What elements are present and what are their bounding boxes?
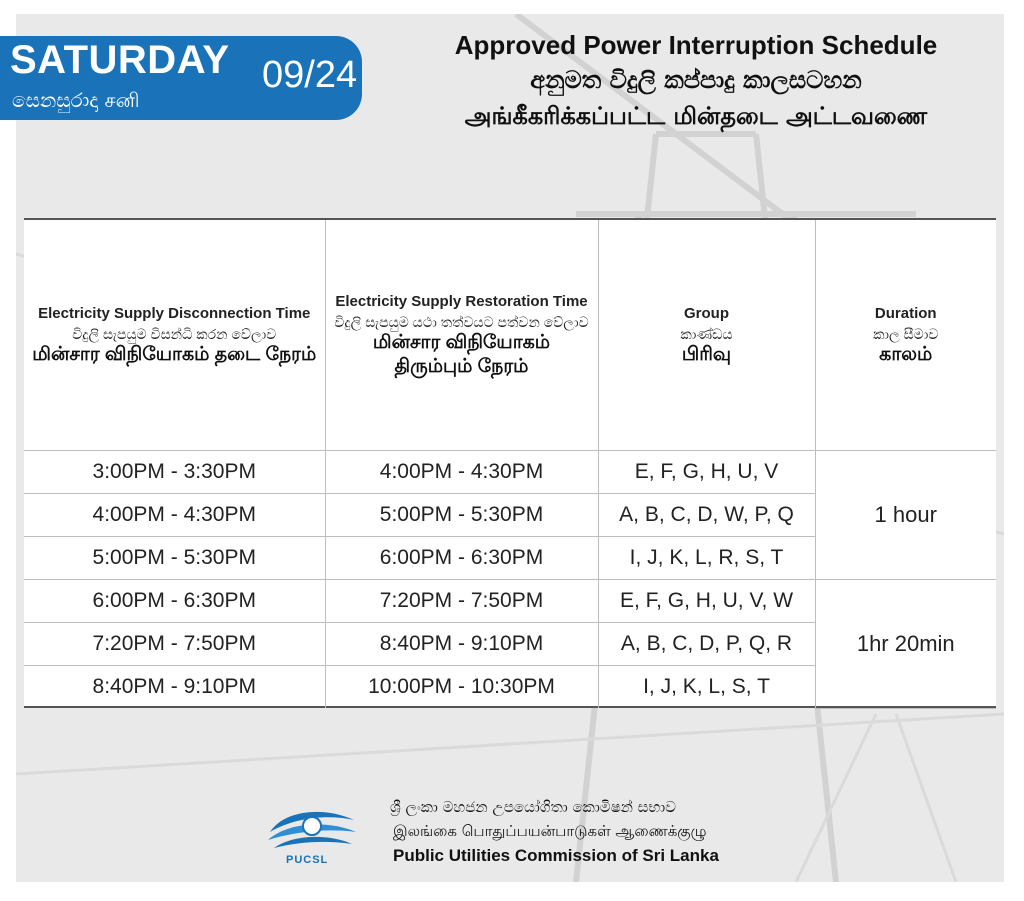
disconnection-time-cell: 6:00PM - 6:30PM (24, 580, 325, 623)
header-label-ta: காலம் (879, 344, 933, 365)
header-label-en: Electricity Supply Disconnection Time (38, 305, 311, 322)
table-header-row (24, 220, 996, 451)
header-label-en: Duration (874, 305, 937, 322)
restoration-time-cell: 5:00PM - 5:30PM (325, 494, 598, 537)
restoration-time-cell: 4:00PM - 4:30PM (325, 451, 598, 494)
group-cell: A, B, C, D, P, Q, R (598, 623, 815, 666)
table-row (24, 451, 996, 494)
footer (0, 790, 1024, 880)
title-sinhala: අනුමත විදුලි කප්පාදු කාලසටහන (530, 66, 862, 94)
restoration-time-cell: 7:20PM - 7:50PM (325, 580, 598, 623)
duration-cell: 1hr 20min (815, 580, 996, 709)
schedule-table (24, 218, 996, 708)
header-label-en: Group (684, 305, 729, 322)
disconnection-time-cell: 8:40PM - 9:10PM (24, 666, 325, 709)
group-cell: I, J, K, L, S, T (598, 666, 815, 709)
pucsl-logo-text: PUCSL (286, 854, 329, 866)
header-restoration-time (325, 220, 598, 451)
duration-cell: 1 hour (815, 451, 996, 580)
group-cell: E, F, G, H, U, V, W (598, 580, 815, 623)
header-duration (815, 220, 996, 451)
schedule-date: 09/24 (262, 54, 358, 96)
group-cell: A, B, C, D, W, P, Q (598, 494, 815, 537)
disconnection-time-cell: 3:00PM - 3:30PM (24, 451, 325, 494)
restoration-time-cell: 8:40PM - 9:10PM (325, 623, 598, 666)
disconnection-time-cell: 5:00PM - 5:30PM (24, 537, 325, 580)
header-label-ta: மின்சார விநியோகம் தடை நேரம் (32, 344, 317, 365)
organization-name-tamil: இலங்கை பொதுப்பயன்பாடுகள் ஆணைக்குழு (393, 822, 707, 840)
organization-name-english: Public Utilities Commission of Sri Lanka (393, 846, 719, 865)
pucsl-logo-icon (264, 802, 360, 858)
organization-name-sinhala: ශ්‍රී ලංකා මහජන උපයෝගිතා කොමිෂන් සභාව (390, 798, 676, 816)
table-row (24, 580, 996, 623)
header-label-en: Electricity Supply Restoration Time (335, 293, 588, 310)
disconnection-time-cell: 4:00PM - 4:30PM (24, 494, 325, 537)
header-label-ta: பிரிவு (681, 344, 732, 365)
group-cell: E, F, G, H, U, V (598, 451, 815, 494)
title-tamil: அங்கீகரிக்கப்பட்ட மின்தடை அட்டவணை (464, 102, 928, 130)
header-label-si: කාල සීමාව (873, 326, 939, 342)
header-label-si: විදුලි සැපයුම යථා තත්වයට පත්වන වේලාව (334, 314, 589, 330)
disconnection-time-cell: 7:20PM - 7:50PM (24, 623, 325, 666)
header-label-ta: மின்சார விநியோகம் திரும்பும் நேரம் (372, 332, 551, 377)
title-english: Approved Power Interruption Schedule (454, 30, 938, 60)
restoration-time-cell: 6:00PM - 6:30PM (325, 537, 598, 580)
day-name-local: සෙනසුරාදා சனி (12, 88, 140, 112)
header-label-si: කාණ්ඩය (680, 326, 733, 342)
header-disconnection-time (24, 220, 325, 451)
day-badge (0, 36, 362, 120)
header-group (598, 220, 815, 451)
day-name: SATURDAY (10, 38, 230, 82)
restoration-time-cell: 10:00PM - 10:30PM (325, 666, 598, 709)
group-cell: I, J, K, L, R, S, T (598, 537, 815, 580)
header-label-si: විදුලි සැපයුම විසන්ධි කරන වේලාව (72, 326, 277, 342)
